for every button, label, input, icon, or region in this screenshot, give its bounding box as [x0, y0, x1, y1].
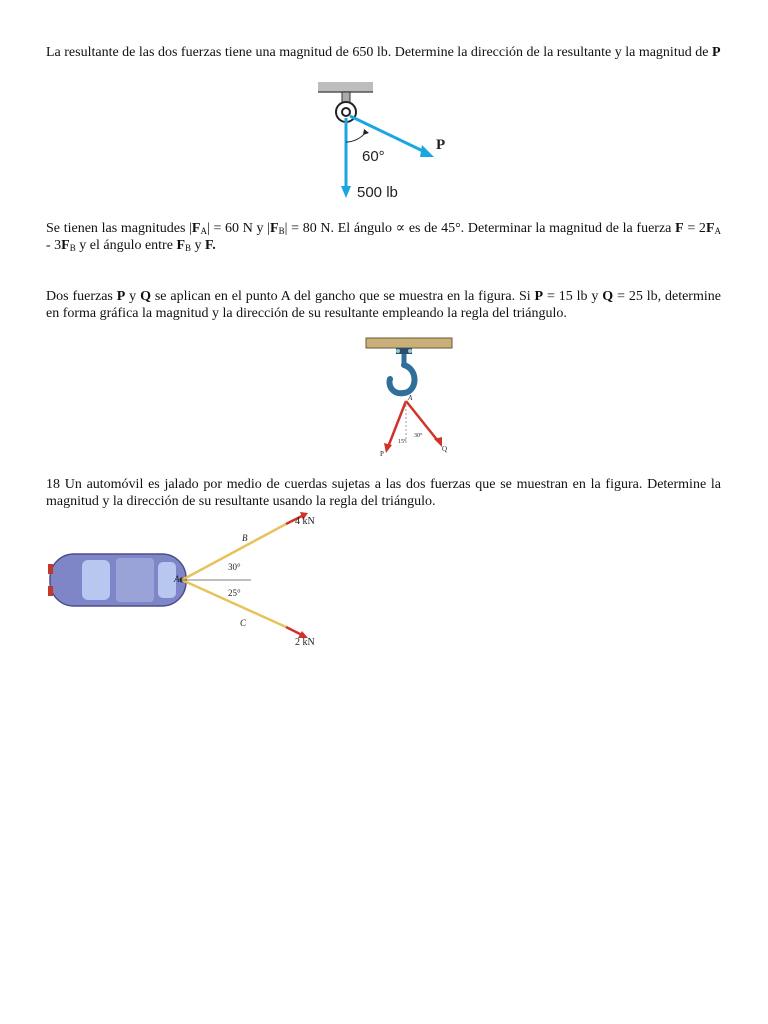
tail-light — [48, 564, 53, 574]
force-500-label: 500 lb — [357, 184, 398, 201]
problem-4-text: 18 Un automóvil es jalado por medio de cuerdas sujetas a las dos fuerzas que se muestran en la figura. Determine la magnitud y la dirección de su resultante usando la regla del triángulo. — [46, 477, 721, 509]
b-label: B — [242, 533, 248, 543]
figure-eyebolt-forces — [310, 80, 460, 205]
text-span: | = 80 N. El ángulo ∝ es de 45°. Determinar la magnitud de la fuerza — [284, 221, 676, 236]
text-span: se aplican en el punto A del gancho que se muestra en la figura. Si — [150, 289, 535, 304]
text-span: Se tienen las magnitudes | — [46, 221, 192, 236]
p-symbol: P — [711, 45, 721, 60]
problem-1-text — [46, 44, 721, 61]
fa-symbol: F — [191, 221, 201, 236]
f-symbol: F. — [205, 238, 216, 253]
force-2kn-label: 2 kN — [295, 637, 315, 648]
p-force-label: P — [436, 137, 446, 153]
p-symbol: P — [116, 289, 126, 304]
problem-2-text — [46, 220, 721, 254]
angle-30-label: 30° — [228, 562, 241, 572]
subscript: A — [714, 226, 721, 236]
text-span: Dos fuerzas — [46, 289, 117, 304]
text-span: | = 60 N y | — [206, 221, 271, 236]
a-label: A — [174, 574, 180, 584]
p-symbol: P — [534, 289, 544, 304]
subscript: B — [69, 243, 76, 253]
text-span: y el ángulo entre — [75, 238, 177, 253]
car-roof — [116, 558, 154, 602]
c-label: C — [240, 618, 247, 628]
angle-15-label: 15° — [398, 439, 407, 445]
p-label: P — [380, 450, 384, 458]
subscript: B — [278, 226, 285, 236]
angle-arc — [346, 132, 366, 142]
q-symbol: Q — [140, 289, 151, 304]
fb-symbol: F — [61, 238, 70, 253]
q-symbol: Q — [602, 289, 614, 304]
subscript: B — [185, 243, 192, 253]
text-span: = 15 lb y — [543, 289, 603, 304]
problem-3-text — [46, 288, 721, 322]
angle-30-label: 30° — [414, 433, 423, 439]
ceiling-support — [318, 82, 373, 92]
point-a-label: A — [408, 394, 413, 402]
figure-hook-forces — [362, 335, 462, 460]
force-p-arrow — [350, 116, 425, 152]
subscript: A — [200, 226, 207, 236]
q-label: Q — [442, 445, 448, 453]
text-span: = 2 — [683, 221, 706, 236]
ceiling-beam — [366, 338, 452, 348]
text-span: - 3 — [46, 238, 62, 253]
force-4kn-label: 4 kN — [295, 516, 315, 527]
fb-symbol: F — [270, 221, 279, 236]
fa-symbol: F — [705, 221, 715, 236]
figure-car-forces — [46, 512, 336, 652]
angle-60-label: 60° — [362, 148, 385, 165]
text-span: y — [191, 238, 206, 253]
f-symbol: F — [675, 221, 684, 236]
force-c-arrow — [286, 627, 302, 635]
problem-1-statement: La resultante de las dos fuerzas tiene una magnitud de 650 lb. Determine la dirección de la resultante y la magnitud de — [46, 45, 712, 60]
angle-25-label: 25° — [228, 588, 241, 598]
text-span: = 25 lb, determine en forma gráfica la magnitud y la dirección de su resultante empleando la regla del triángulo. — [46, 289, 721, 321]
hook-curve — [390, 365, 415, 393]
fb-symbol: F — [176, 238, 185, 253]
tail-light — [48, 586, 53, 596]
car-windshield — [82, 560, 110, 600]
text-span: y — [125, 289, 141, 304]
